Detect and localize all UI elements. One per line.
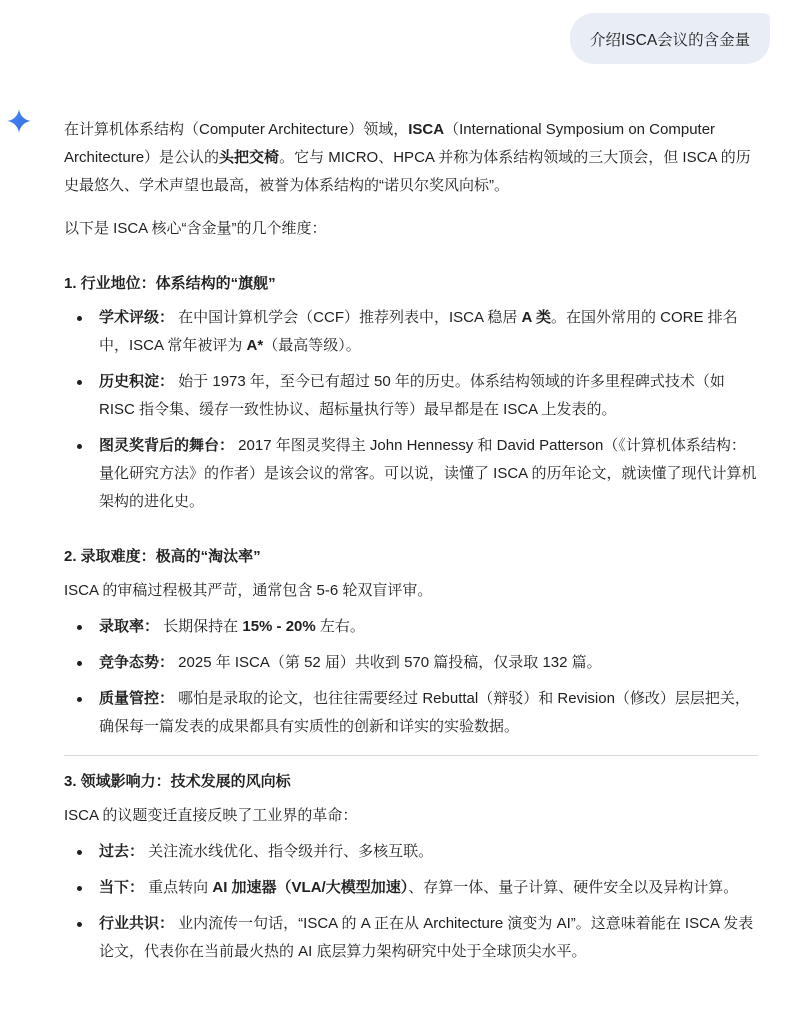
assistant-response [64,116,758,974]
text-segment: 重点转向 [144,879,213,896]
bold-text: 学术评级： [99,309,175,326]
list-item [64,432,758,516]
text-segment: 2025 年 ISCA（第 52 届）共收到 570 篇投稿，仅录取 132 篇。 [174,654,602,671]
list-item [64,838,758,866]
list-item [64,874,758,902]
list-item [64,304,758,360]
text-segment: 。在国外常用的 CORE 排名中，ISCA 常年被评为 [99,309,738,354]
text-segment: （International Symposium on Computer Architecture）是公认的 [64,121,716,166]
gemini-sparkle-icon [7,109,31,133]
bold-text: 当下： [99,879,145,896]
list-item [64,685,758,741]
text-segment: 始于 1973 年，至今已有超过 50 年的历史。体系结构领域的许多里程碑式技术（如 RISC 指令集、缓存一致性协议、超标量执行等）最早都是在 ISCA 上发表的。 [99,373,725,418]
section-intro: ISCA 的议题变迁直接反映了工业界的革命： [64,807,358,824]
text-segment: 左右。 [315,618,365,635]
bold-text: 录取率： [99,618,160,635]
bold-text: 头把交椅 [219,149,280,166]
list-item [64,368,758,424]
section-heading: 2. 录取难度：极高的“淘汰率” [64,548,261,565]
text-segment: 业内流传一句话，“ISCA 的 A 正在从 Architecture 演变为 AI”。这意味着能在 ISCA 发表论文，代表你在当前最火热的 AI 底层算力架构研究中处于全球顶尖水平。 [99,915,754,960]
bold-text: ISCA [408,121,445,138]
bold-text: 历史积淀： [99,373,175,390]
bold-text: 图灵奖背后的舞台： [99,437,235,454]
section-intro: ISCA 的审稿过程极其严苛，通常包含 5-6 轮双盲评审。 [64,582,433,599]
text-segment: 长期保持在 [159,618,243,635]
text-segment: 2017 年图灵奖得主 John Hennessy 和 David Patterson（《计算机体系结构：量化研究方法》的作者）是该会议的常客。可以说，读懂了 ISCA 的历年论文，就读懂了现代计算机架构的进化史。 [99,437,757,510]
bullet-list [64,304,758,516]
bold-text: AI 加速器（VLA/大模型加速） [212,879,409,896]
bold-text: 竞争态势： [99,654,175,671]
intro-lead [64,215,758,243]
bullet-list [64,838,758,966]
intro-paragraph [64,116,758,200]
text-segment: 在计算机体系结构（Computer Architecture）领域， [64,121,409,138]
bold-text: A 类 [521,309,551,326]
text-segment: 、存算一体、量子计算、硬件安全以及异构计算。 [408,879,739,896]
user-message-text: 介绍ISCA会议的含金量 [590,31,751,49]
bold-text: A* [246,337,264,354]
text-segment: （最高等级）。 [263,337,361,354]
section-heading: 1. 行业地位：体系结构的“旗舰” [64,275,276,292]
bold-text: 质量管控： [99,690,175,707]
section-heading: 3. 领域影响力：技术发展的风向标 [64,773,291,790]
text-segment: 。它与 MICRO、HPCA 并称为体系结构领域的三大顶会，但 ISCA 的历史最悠久、学术声望也最高，被誉为体系结构的“诺贝尔奖风向标”。 [64,149,751,194]
list-item [64,910,758,966]
text-segment: 以下是 ISCA 核心“含金量”的几个维度： [64,220,327,237]
text-segment: 在中国计算机学会（CCF）推荐列表中，ISCA 稳居 [174,309,522,326]
bullet-list [64,613,758,741]
list-item [64,613,758,641]
text-segment: 关注流水线优化、指令级并行、多核互联。 [144,843,434,860]
bold-text: 15% - 20% [242,618,316,635]
bold-text: 过去： [99,843,145,860]
user-message-bubble [570,13,770,64]
divider [64,755,758,756]
list-item [64,649,758,677]
text-segment: 哪怕是录取的论文，也往往需要经过 Rebuttal（辩驳）和 Revision（修改）层层把关，确保每一篇发表的成果都具有实质性的创新和详实的实验数据。 [99,690,750,735]
bold-text: 行业共识： [99,915,175,932]
